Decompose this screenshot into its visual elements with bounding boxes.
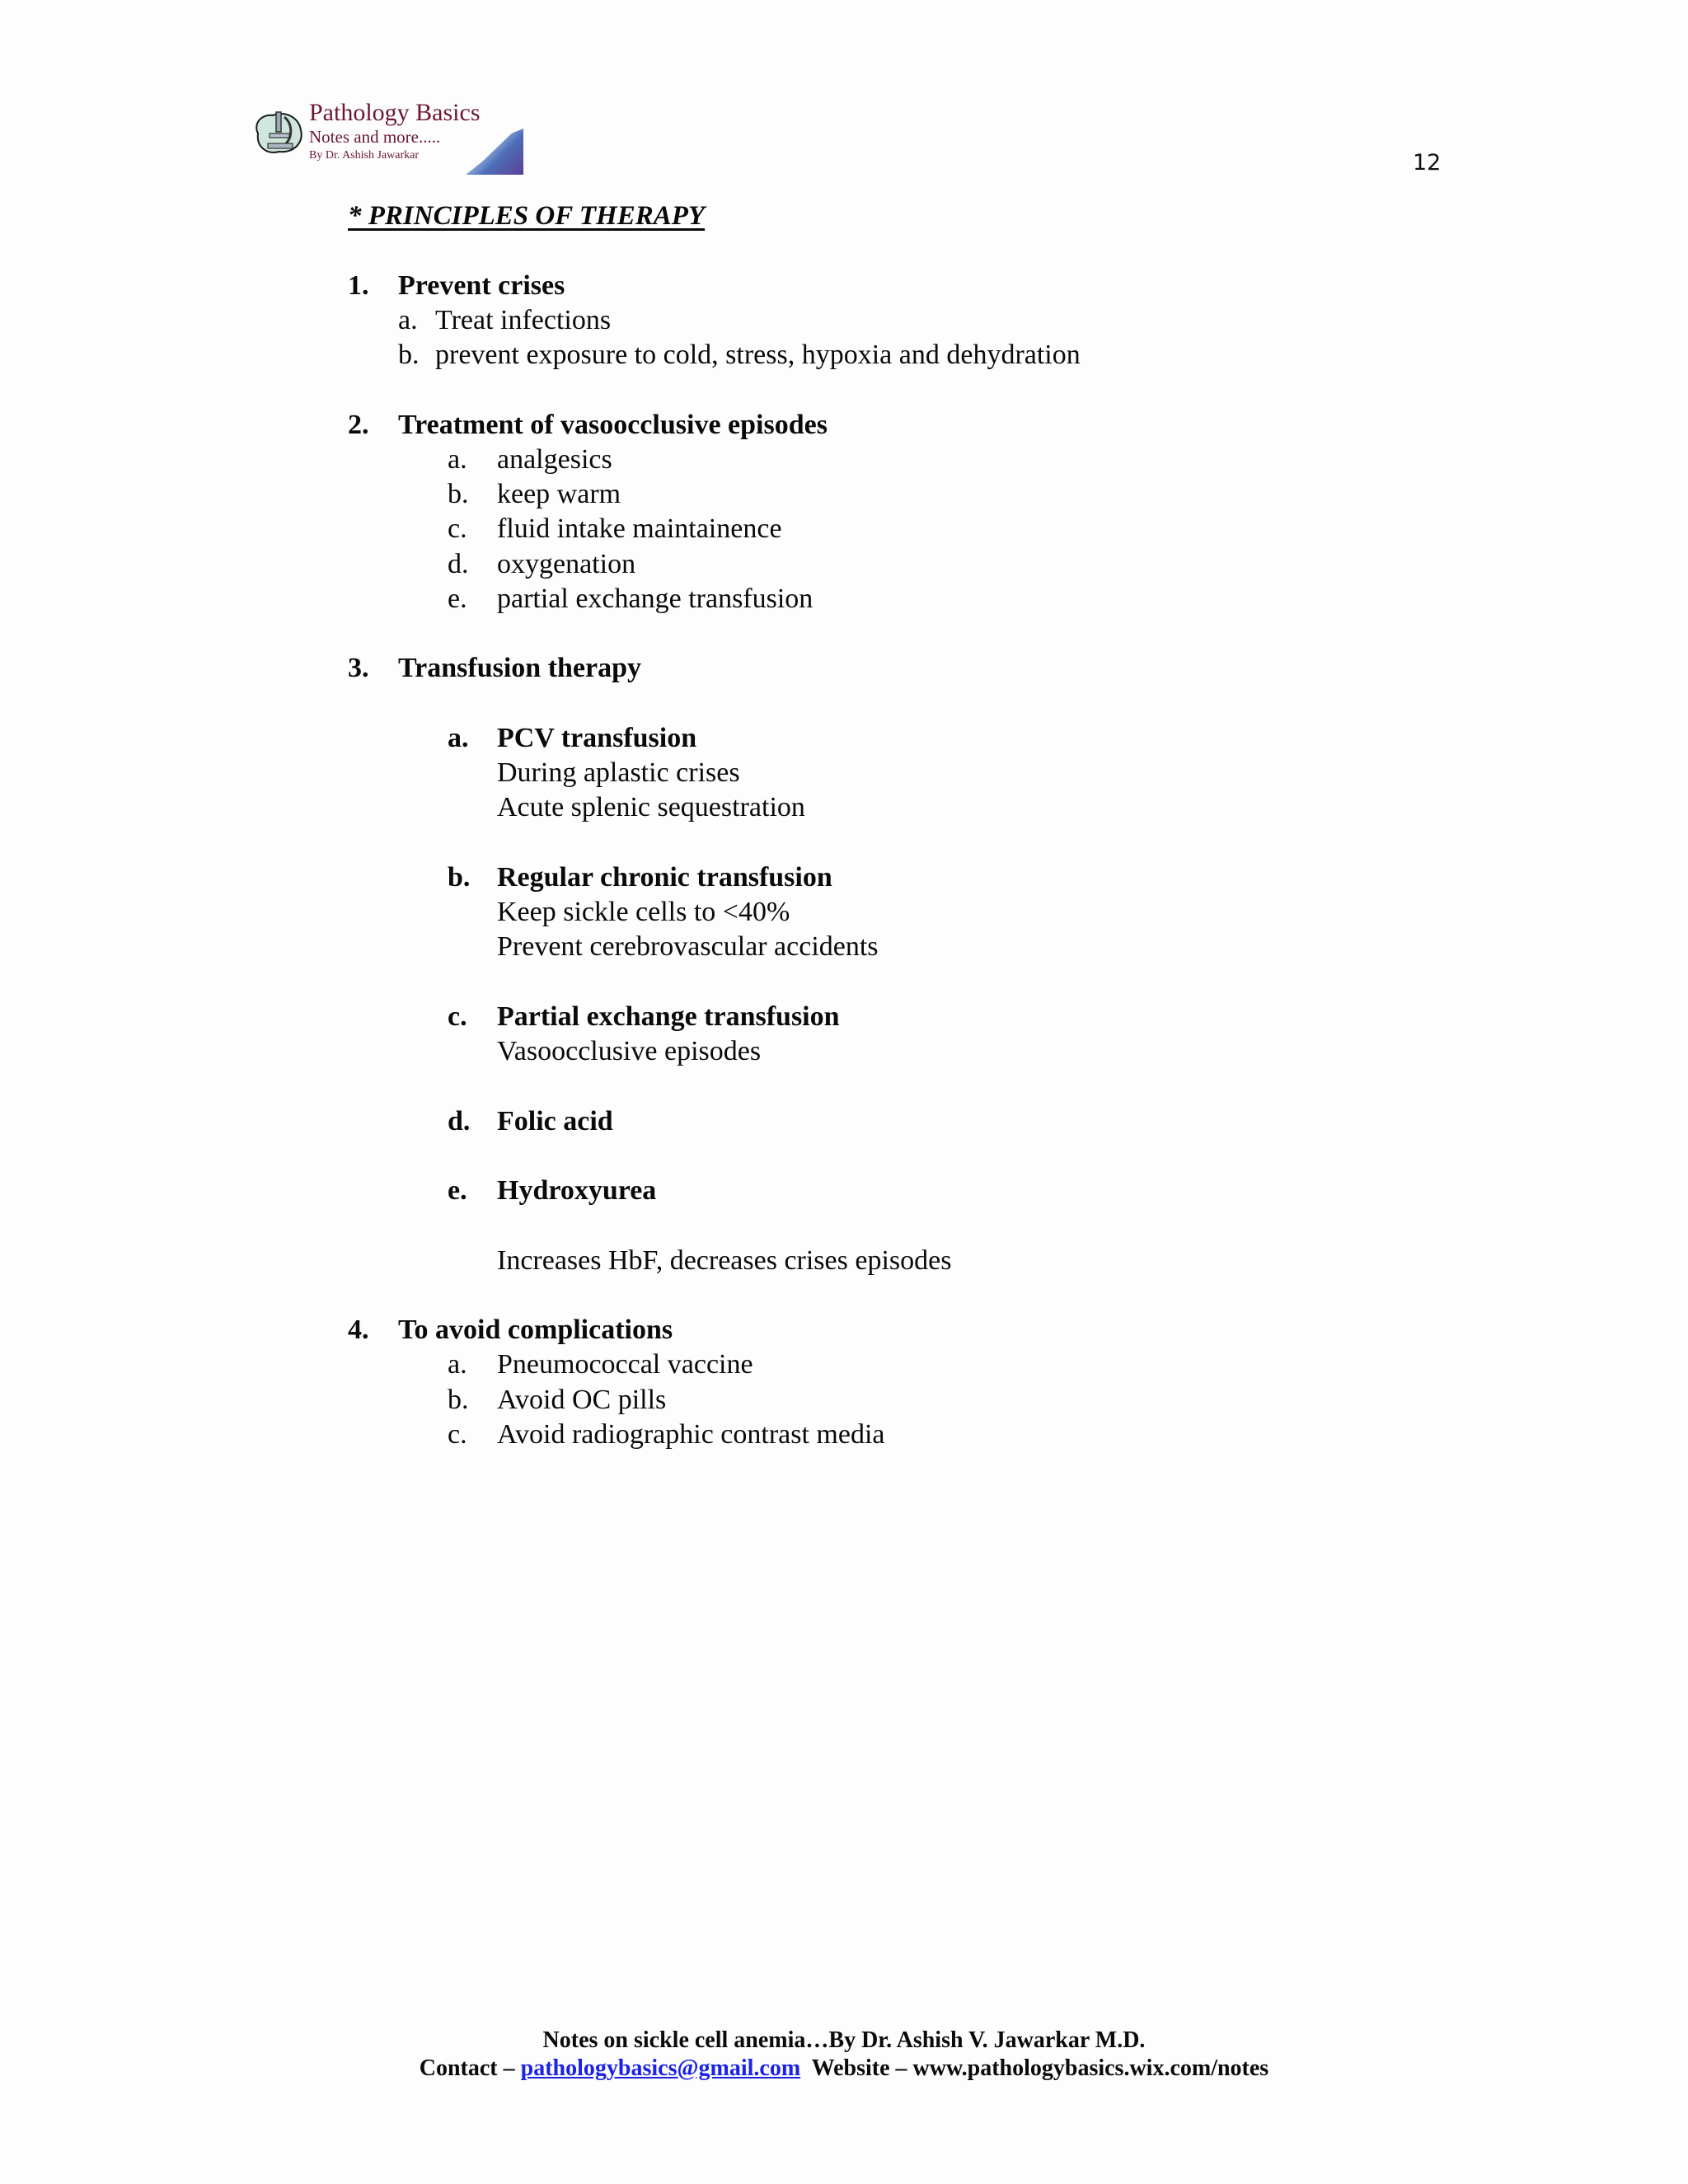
section-1-header [0,269,1688,303]
section-number: 3. [348,653,369,684]
list-item: b. Avoid OC pills [448,1384,667,1415]
list-item: d. oxygenation [448,548,636,579]
pathology-basics-logo [251,99,523,175]
microscope-icon [251,109,306,157]
detail-line: Keep sickle cells to <40% [497,897,790,927]
section-2-header [0,408,1688,443]
email-link[interactable]: pathologybasics@gmail.com [520,2055,801,2081]
detail-line: Acute splenic sequestration [497,792,805,823]
contact-label: Contact – [419,2055,521,2081]
section-title: Prevent crises [398,269,565,301]
section-number: 1. [348,269,369,301]
detail-line: Prevent cerebrovascular accidents [497,931,879,963]
detail-line: Increases HbF, decreases crises episodes [497,1244,952,1276]
list-item: e. partial exchange transfusion [448,583,814,614]
section-3-header [0,651,1688,686]
section-title: To avoid complications [398,1315,673,1345]
section-title: Transfusion therapy [398,653,642,684]
website-label: Website – www.pathologybasics.wix.com/notes [800,2055,1269,2081]
section-4-header [0,1313,1688,1347]
detail-line: During aplastic crises [497,757,740,788]
document-body [0,199,1688,1452]
section-number: 2. [348,409,369,440]
subsection-header: e. Hydroxyurea [448,1175,657,1206]
footer-credit: Notes on sickle cell anemia…By Dr. Ashish V. Jawarkar M.D. [542,2027,1146,2053]
subsection-header: d. Folic acid [448,1105,613,1137]
logo-subtitle: Notes and more..... [309,127,441,147]
logo-byline: By Dr. Ashish Jawarkar [309,149,419,162]
footer-contact [0,2055,1688,2082]
list-item: a. analgesics [448,443,612,475]
list-item: b. keep warm [448,479,621,509]
detail-line: Vasoocclusive episodes [497,1036,762,1066]
section-title: Treatment of vasoocclusive episodes [398,409,828,440]
list-item: c. Avoid radiographic contrast media [448,1418,885,1450]
list-item: a. Pneumococcal vaccine [448,1349,753,1380]
section-number: 4. [348,1315,369,1345]
subsection-header: b. Regular chronic transfusion [448,861,832,893]
list-item: c. fluid intake maintainence [448,513,782,545]
logo-title: Pathology Basics [309,99,481,126]
subsection-header: c. Partial exchange transfusion [448,1001,840,1032]
page-number: 12 [1413,150,1442,176]
section-heading: * PRINCIPLES OF THERAPY [348,201,706,231]
subsection-header: a. PCV transfusion [448,722,697,753]
logo-decorative-art [466,129,523,175]
list-item: a. Treat infections [398,304,612,335]
list-item: b. prevent exposure to cold, stress, hypoxia and dehydration [398,340,1081,370]
